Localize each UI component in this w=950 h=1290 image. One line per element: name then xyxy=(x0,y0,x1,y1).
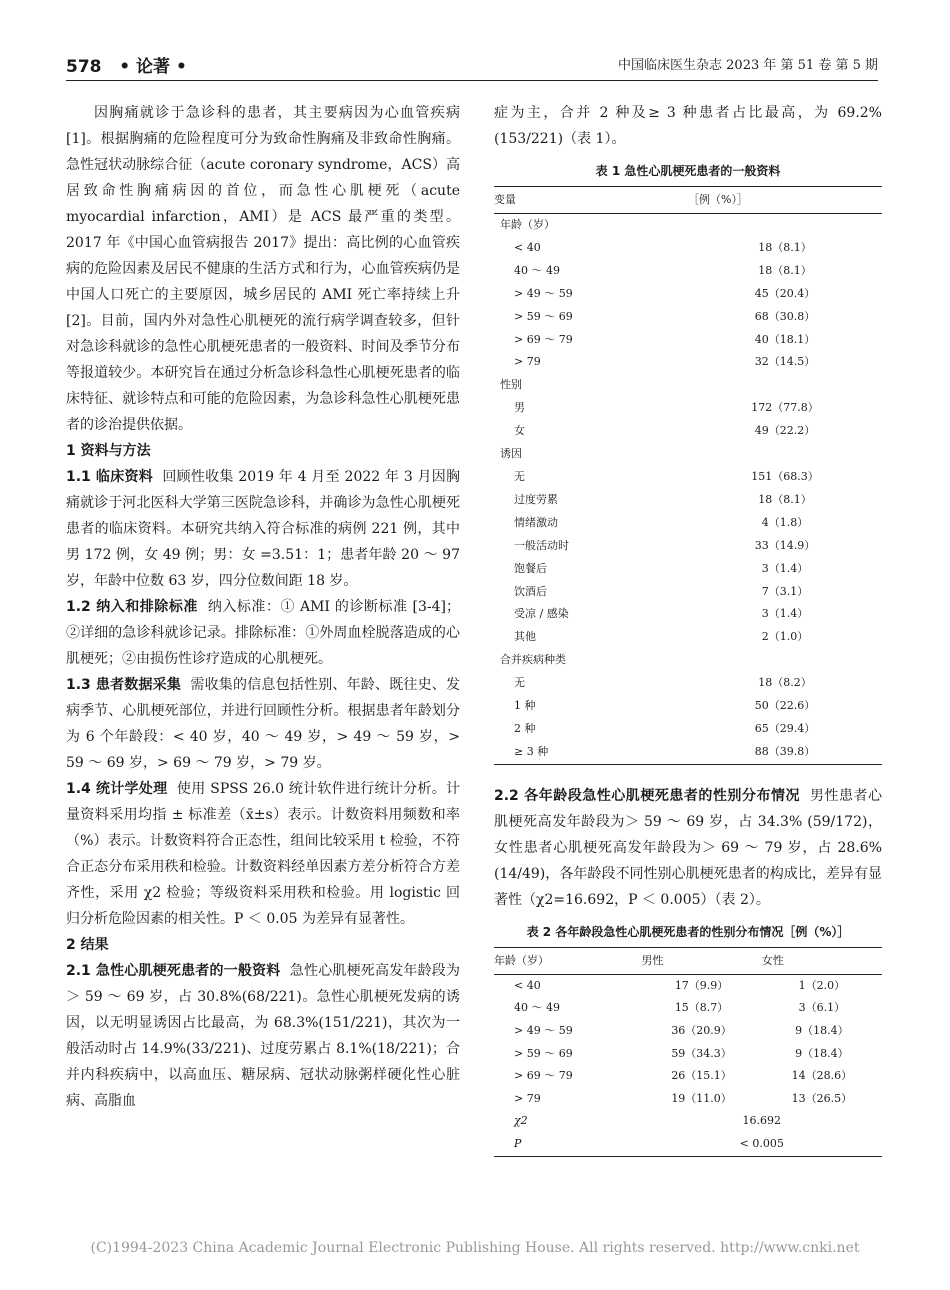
table-1-row-value: 18（8.2） xyxy=(758,676,812,690)
table-2-female-cell: 1（2.0） xyxy=(798,978,846,992)
section-2-2-title: 2.2 各年龄段急性心肌梗死患者的性别分布情况 xyxy=(494,787,800,804)
table-1-row-label: 年龄（岁） xyxy=(500,218,555,231)
table-1-title: 表 1 急性心肌梗死患者的一般资料 xyxy=(595,164,781,178)
table-1-row-label: > 49 ～ 59 xyxy=(514,286,573,300)
table-2-stat-label: χ2 xyxy=(514,1114,528,1128)
table-1-row xyxy=(494,214,882,237)
table-1-row-value: 18（8.1） xyxy=(758,492,812,506)
copyright-footer: (C)1994-2023 China Academic Journal Electronic Publishing House. All rights reserved. http://www.cnki.net xyxy=(90,1240,860,1256)
table-2-stat-value: 16.692 xyxy=(742,1114,781,1128)
section-1-1 xyxy=(66,464,460,594)
table-1-row-value: 18（8.1） xyxy=(758,240,812,254)
table-2-female-cell: 9（18.4） xyxy=(795,1023,849,1037)
table-2-male-cell: 19（11.0） xyxy=(671,1091,732,1105)
table-1-row xyxy=(494,581,882,604)
right-column xyxy=(494,100,882,1157)
table-1-row xyxy=(494,397,882,420)
table-2-header: 男性 xyxy=(641,947,761,974)
table-1-row-value: 40（18.1） xyxy=(754,332,816,346)
left-column xyxy=(66,100,460,1114)
table-2-row xyxy=(494,1065,882,1088)
table-1-row xyxy=(494,420,882,443)
table-1-row-label: 女 xyxy=(514,424,525,438)
table-1-row-label: > 59 ～ 69 xyxy=(514,309,573,323)
table-1-row-label: 男 xyxy=(514,401,525,415)
section-1-1-text: 回顾性收集 2019 年 4 月至 2022 年 3 月因胸痛就诊于河北医科大学第三医院急诊科，并确诊为急性心肌梗死患者的临床资料。本研究共纳入符合标准的病例 221 例，其中男 172 例，女 49 例；男：女 =3.51：1；患者年龄 20 ～ 97 岁，年龄中位数 63 岁，四分位数间距 18 岁。 xyxy=(66,469,460,589)
table-1-row-value: 45（20.4） xyxy=(754,286,816,300)
table-1-row-label: > 69 ～ 79 xyxy=(514,332,573,346)
table-1-row-label: 饱餐后 xyxy=(514,561,547,575)
table-1-row xyxy=(494,626,882,649)
table-1-row xyxy=(494,283,882,306)
table-1-row-label: 合并疾病种类 xyxy=(500,653,566,667)
table-1-row xyxy=(494,558,882,581)
section-2-1-text: 急性心肌梗死高发年龄段为＞ 59 ～ 69 岁，占 30.8%(68/221)。急性心肌梗死发病的诱因，以无明显诱因占比最高，为 68.3%(151/221)，其次为一般活动时占 14.9%(33/221)、过度劳累占 8.1%(18/221)；合并内科疾病中，以高血压、糖尿病、冠状动脉粥样硬化性心脏病、高脂血 xyxy=(66,963,460,1109)
table-1-row-label: 2 种 xyxy=(514,721,536,735)
table-1-row-label: 过度劳累 xyxy=(514,492,558,506)
table-1-row xyxy=(494,535,882,558)
table-1-row-value: 3（1.4） xyxy=(761,561,809,575)
table-1-row-label: 40 ～ 49 xyxy=(514,263,560,277)
table-1-row-label: ≥ 3 种 xyxy=(494,741,688,764)
table-2-age-cell: > 59 ～ 69 xyxy=(514,1046,573,1060)
table-1-row-label: 受凉 / 感染 xyxy=(514,607,569,621)
table-2-row xyxy=(494,997,882,1020)
table-1-row xyxy=(494,466,882,489)
table-1-row xyxy=(494,672,882,695)
intro-paragraph: 因胸痛就诊于急诊科的患者，其主要病因为心血管疾病 [1]。根据胸痛的危险程度可分为致命性胸痛及非致命性胸痛。急性冠状动脉综合征（acute coronary syndrome，ACS）高居致命性胸痛病因的首位，而急性心肌梗死（acute myocardial infarction，AMI）是 ACS 最严重的类型。2017 年《中国心血管病报告 2017》提出：高比例的心血管疾病的危险因素及居民不健康的生活方式和行为，心血管疾病仍是中国人口死亡的主要原因，城乡居民的 AMI 死亡率持续上升 [2]。目前，国内外对急性心肌梗死的流行病学调查较多，但针对急诊科就诊的急性心肌梗死患者的一般资料、时间及季节分布等报道较少。本研究旨在通过分析急诊科急性心肌梗死患者的临床特征、就诊特点和可能的危险因素，为急诊科急性心肌梗死患者的诊治提供依据。 xyxy=(66,105,460,433)
table-1-row-value: 3（1.4） xyxy=(761,607,809,621)
section-label: • 论著 • xyxy=(119,57,187,77)
table-1-row xyxy=(494,351,882,374)
table-1-row-label: 无 xyxy=(514,676,525,690)
table-1-row-value: 88（39.8） xyxy=(688,741,882,764)
table-1-header: 变量 xyxy=(494,187,688,214)
table-1-row-value xyxy=(688,214,882,237)
table-2-female-cell: 9（18.4） xyxy=(795,1046,849,1060)
section-1-4-text: 使用 SPSS 26.0 统计软件进行统计分析。计量资料采用均指 ± 标准差（x̄±s）表示。计数资料用频数和率（%）表示。计数资料符合正态性，组间比较采用 t 检验，不符合正态分布采用秩和检验。计数资料经单因素方差分析符合方差齐性，采用 χ2 检验；等级资料采用秩和检验。用 logistic 回归分析危险因素的相关性。P ＜ 0.05 为差异有显著性。 xyxy=(66,781,460,927)
section-1-2-text: 纳入标准：① AMI 的诊断标准 [3-4]；②详细的急诊科就诊记录。排除标准：①外周血栓脱落造成的心肌梗死；②由损伤性诊疗造成的心肌梗死。 xyxy=(66,599,460,667)
table-2-male-cell: 17（9.9） xyxy=(674,978,729,992)
journal-info: 中国临床医生杂志 2023 年 第 51 卷 第 5 期 xyxy=(618,58,878,73)
table-1-row-value: 65（29.4） xyxy=(754,721,816,735)
table-1-row-value: 18（8.1） xyxy=(758,263,812,277)
results-continuation: 症为主，合并 2 种及≥ 3 种患者占比最高，为 69.2% (153/221)（表 1）。 xyxy=(494,105,882,147)
table-2-stat-value: < 0.005 xyxy=(641,1133,882,1156)
table-1-row xyxy=(494,443,882,466)
table-1-row xyxy=(494,741,882,764)
table-2-header: 年龄（岁） xyxy=(494,947,641,974)
table-2-stat-row xyxy=(494,1133,882,1156)
table-2-age-cell: 40 ～ 49 xyxy=(514,1001,560,1015)
table-2-age-cell: > 49 ～ 59 xyxy=(514,1023,573,1037)
table-1-row-label: 一般活动时 xyxy=(514,538,569,552)
table-1-row xyxy=(494,237,882,260)
table-2-header: 女性 xyxy=(762,947,882,974)
section-2-2-text: 男性患者心肌梗死高发年龄段为＞ 59 ～ 69 岁，占 34.3% (59/172)，女性患者心肌梗死高发年龄段为＞ 69 ～ 79 岁，占 28.6%(14/49)，各年龄段不同性别心肌梗死患者的构成比，差异有显著性（χ2=16.692，P ＜ 0.005）（表 2）。 xyxy=(494,787,882,908)
table-1-row-value: 151（68.3） xyxy=(751,469,819,483)
table-2-age-cell: > 69 ～ 79 xyxy=(514,1069,573,1083)
table-2 xyxy=(494,947,882,1157)
section-1-4-title: 1.4 统计学处理 xyxy=(66,781,168,797)
table-2-male-cell: 36（20.9） xyxy=(671,1023,732,1037)
section-1-3-title: 1.3 患者数据采集 xyxy=(66,677,182,693)
methods-heading: 1 资料与方法 xyxy=(66,443,151,459)
table-1-row-value: 33（14.9） xyxy=(754,538,816,552)
section-1-3-text: 需收集的信息包括性别、年龄、既往史、发病季节、心肌梗死部位，并进行回顾性分析。根据患者年龄划分为 6 个年龄段：< 40 岁，40 ～ 49 岁，> 49 ～ 59 岁，> 59 ～ 69 岁，> 69 ～ 79 岁，> 79 岁。 xyxy=(66,677,460,771)
table-1-row xyxy=(494,374,882,397)
section-1-4 xyxy=(66,776,460,932)
table-1-header: ［例（%）］ xyxy=(688,187,882,214)
table-1-row-value: 50（22.6） xyxy=(754,699,816,713)
table-1-row-value: 32（14.5） xyxy=(754,355,816,369)
results-heading: 2 结果 xyxy=(66,937,109,953)
table-1-row xyxy=(494,649,882,672)
table-1-row-value: 172（77.8） xyxy=(751,401,819,415)
page-number-section xyxy=(66,52,187,77)
table-1-row-label: 诱因 xyxy=(500,447,522,461)
table-2-age-cell: < 40 xyxy=(514,978,541,992)
table-1-row-label: > 79 xyxy=(514,355,541,369)
section-1-3 xyxy=(66,672,460,776)
table-1-row xyxy=(494,489,882,512)
section-2-2 xyxy=(494,783,882,913)
table-1-row xyxy=(494,603,882,626)
table-2-male-cell: 59（34.3） xyxy=(671,1046,732,1060)
table-1-row-value: 4（1.8） xyxy=(761,515,809,529)
table-1-row-label: < 40 xyxy=(514,240,541,254)
section-2-1 xyxy=(66,958,460,1114)
table-1-row xyxy=(494,718,882,741)
table-1-row-label: 1 种 xyxy=(514,699,536,713)
table-1-row-label: 饮酒后 xyxy=(514,584,547,598)
table-1-row-value xyxy=(688,649,882,672)
page-number: 578 xyxy=(66,57,102,77)
header-rule xyxy=(66,80,878,81)
table-1-row-label: 性别 xyxy=(500,378,522,392)
table-1-row xyxy=(494,329,882,352)
table-2-male-cell: 26（15.1） xyxy=(671,1069,732,1083)
section-1-1-title: 1.1 临床资料 xyxy=(66,469,153,485)
table-1-row xyxy=(494,512,882,535)
table-2-row xyxy=(494,1043,882,1066)
table-2-row xyxy=(494,1088,882,1111)
table-1-row xyxy=(494,260,882,283)
table-2-female-cell: 13（26.5） xyxy=(791,1091,853,1105)
table-1 xyxy=(494,186,882,765)
table-1-row-label: 其他 xyxy=(514,630,536,644)
table-2-female-cell: 14（28.6） xyxy=(791,1069,853,1083)
table-1-row-value xyxy=(688,374,882,397)
table-2-row xyxy=(494,974,882,997)
table-2-row xyxy=(494,1020,882,1043)
table-2-male-cell: 15（8.7） xyxy=(674,1001,729,1015)
table-1-row-label: 情绪激动 xyxy=(514,515,558,529)
table-2-female-cell: 3（6.1） xyxy=(798,1001,846,1015)
table-1-row xyxy=(494,695,882,718)
table-2-age-cell: > 79 xyxy=(514,1091,541,1105)
table-1-row-value: 68（30.8） xyxy=(754,309,816,323)
table-1-row-value xyxy=(688,443,882,466)
table-2-stat-row xyxy=(494,1110,882,1133)
table-1-row-value: 2（1.0） xyxy=(761,630,809,644)
table-2-stat-label: P xyxy=(494,1133,641,1156)
section-1-2-title: 1.2 纳入和排除标准 xyxy=(66,599,198,615)
section-2-1-title: 2.1 急性心肌梗死患者的一般资料 xyxy=(66,963,281,979)
table-2-title: 表 2 各年龄段急性心肌梗死患者的性别分布情况［例（%）］ xyxy=(526,924,850,939)
table-1-row-value: 49（22.2） xyxy=(754,424,816,438)
table-1-row-label: 无 xyxy=(514,469,525,483)
table-1-row xyxy=(494,306,882,329)
table-1-row-value: 7（3.1） xyxy=(761,584,809,598)
section-1-2 xyxy=(66,594,460,672)
